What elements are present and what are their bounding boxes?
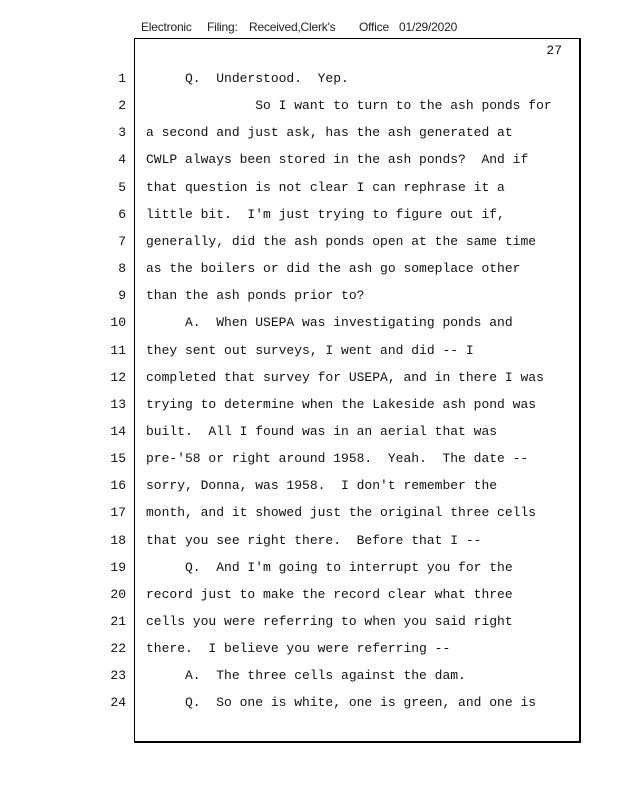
- transcript-line: there. I believe you were referring --: [146, 641, 451, 656]
- line-number: 13: [110, 397, 126, 412]
- line-number: 2: [118, 98, 126, 113]
- transcript-line: CWLP always been stored in the ash ponds? And if: [146, 152, 529, 167]
- line-number: 11: [110, 343, 126, 358]
- line-number: 5: [118, 180, 126, 195]
- transcript-line: Q. So one is white, one is green, and one is: [146, 695, 537, 710]
- line-number: 23: [110, 668, 126, 683]
- transcript-line: little bit. I'm just trying to figure out if,: [146, 207, 505, 222]
- line-number: 12: [110, 370, 126, 385]
- line-number: 20: [110, 587, 126, 602]
- line-number: 18: [110, 533, 126, 548]
- line-number: 22: [110, 641, 126, 656]
- filing-stamp-date: 01/29/2020: [399, 20, 458, 34]
- transcript-line: than the ash ponds prior to?: [146, 288, 365, 303]
- line-number: 15: [110, 451, 126, 466]
- line-number: 6: [118, 207, 126, 222]
- transcript-line: as the boilers or did the ash go someplace other: [146, 261, 521, 276]
- transcript-line: generally, did the ash ponds open at the same time: [146, 234, 537, 249]
- transcript-line: record just to make the record clear what three: [146, 587, 513, 602]
- transcript-line: A. The three cells against the dam.: [146, 668, 466, 683]
- transcript-line: they sent out surveys, I went and did -- I: [146, 343, 474, 358]
- transcript-line: completed that survey for USEPA, and in there I was: [146, 370, 544, 385]
- line-number: 1: [118, 71, 126, 86]
- transcript-line: that question is not clear I can rephrase it a: [146, 180, 505, 195]
- line-number: 19: [110, 560, 126, 575]
- transcript-line: So I want to turn to the ash ponds for: [146, 98, 552, 113]
- line-number: 24: [110, 695, 126, 710]
- line-number: 8: [118, 261, 126, 276]
- transcript-line: trying to determine when the Lakeside ash pond was: [146, 397, 537, 412]
- transcript-line: Q. And I'm going to interrupt you for the: [146, 560, 513, 575]
- transcript-line: built. All I found was in an aerial that was: [146, 424, 498, 439]
- transcript-page-border: [134, 38, 581, 743]
- transcript-line: that you see right there. Before that I --: [146, 533, 482, 548]
- line-number: 4: [118, 152, 126, 167]
- line-number: 3: [118, 125, 126, 140]
- line-number: 7: [118, 234, 126, 249]
- line-number: 16: [110, 478, 126, 493]
- filing-stamp-received: Received,Clerk's: [249, 20, 336, 34]
- page-number: 27: [546, 43, 562, 58]
- filing-stamp-electronic: Electronic: [141, 20, 192, 34]
- transcript-line: cells you were referring to when you said right: [146, 614, 513, 629]
- filing-stamp-filing: Filing:: [207, 20, 238, 34]
- transcript-line: pre-'58 or right around 1958. Yeah. The date --: [146, 451, 529, 466]
- line-number: 9: [118, 288, 126, 303]
- line-number: 17: [110, 505, 126, 520]
- line-number: 21: [110, 614, 126, 629]
- line-number: 10: [110, 315, 126, 330]
- transcript-line: a second and just ask, has the ash generated at: [146, 125, 513, 140]
- line-number: 14: [110, 424, 126, 439]
- transcript-line: A. When USEPA was investigating ponds and: [146, 315, 513, 330]
- filing-stamp-office: Office: [359, 20, 389, 34]
- transcript-line: Q. Understood. Yep.: [146, 71, 349, 86]
- transcript-line: month, and it showed just the original three cells: [146, 505, 537, 520]
- transcript-line: sorry, Donna, was 1958. I don't remember the: [146, 478, 498, 493]
